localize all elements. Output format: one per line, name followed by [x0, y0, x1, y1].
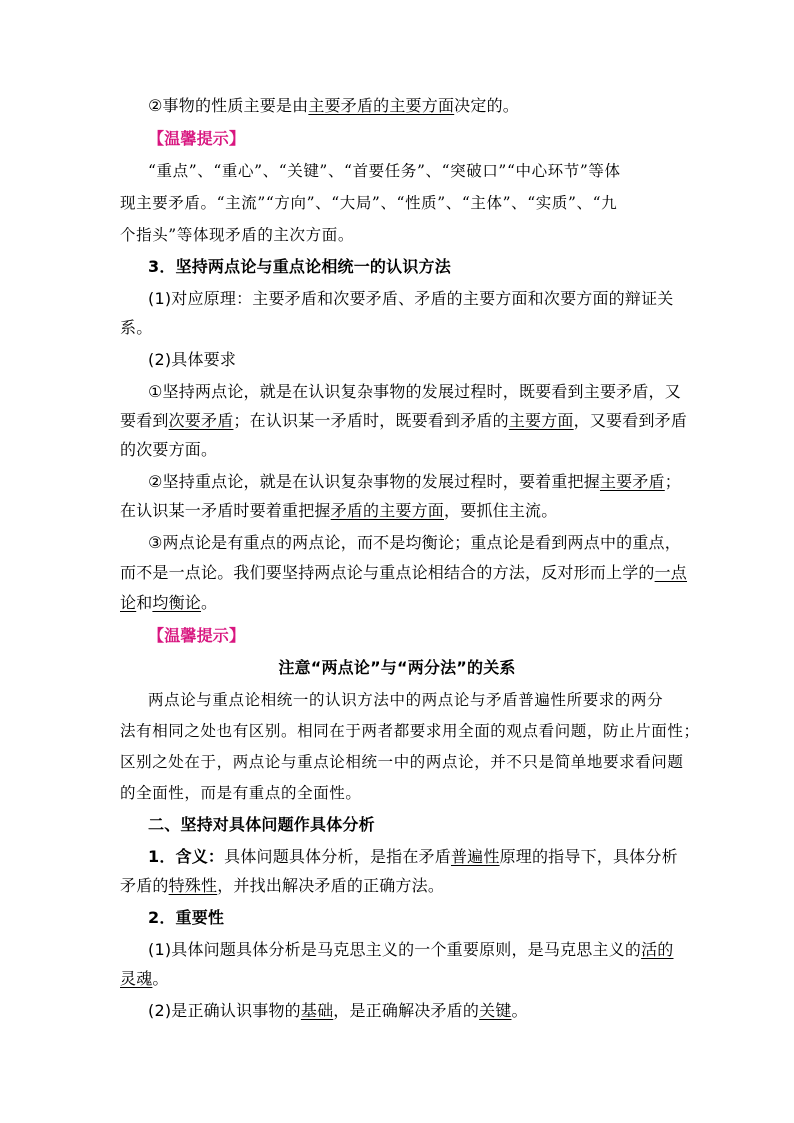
- underlined-answer: 矛盾的主要方面: [330, 501, 445, 520]
- paragraph-line: 在认识某一矛盾时要着重把握矛盾的主要方面，要抓住主流。: [120, 501, 558, 520]
- paragraph-line: 系。: [120, 318, 153, 337]
- tip-text-line: 两点论与重点论相统一的认识方法中的两点论与矛盾普遍性所要求的两分: [148, 691, 664, 709]
- underlined-answer: 论: [120, 593, 137, 612]
- underlined-answer: 均衡论: [152, 593, 202, 612]
- tip-title: 注意“两点论”与“两分法”的关系: [278, 658, 516, 677]
- underlined-answer: 主要矛盾的主要方面: [308, 96, 455, 115]
- tip-text-line: 法有相同之处也有区别。相同在于两者都要求用全面的观点看问题，防止片面性；: [120, 722, 700, 740]
- tip-label: 【温馨提示】: [148, 129, 246, 148]
- paragraph-line: 1．含义：具体问题具体分析，是指在矛盾普遍性原理的指导下，具体分析: [148, 847, 678, 866]
- tip-text-line: 的全面性，而是有重点的全面性。: [120, 784, 362, 802]
- underlined-answer: 普遍性: [450, 847, 500, 866]
- paragraph-line: (1)具体问题具体分析是马克思主义的一个重要原则，是马克思主义的活的: [148, 940, 674, 959]
- tip-text-line: 个指头”等体现矛盾的主次方面。: [120, 226, 354, 244]
- paragraph-line: 矛盾的特殊性，并找出解决矛盾的正确方法。: [120, 876, 445, 895]
- paragraph-line: (1)对应原理：主要矛盾和次要矛盾、矛盾的主要方面和次要方面的辩证关: [148, 289, 674, 308]
- underlined-answer: 主要方面: [508, 411, 574, 430]
- underlined-answer: 关键: [479, 1001, 512, 1020]
- tip-text-line: 区别之处在于，两点论与重点论相统一中的两点论，并不只是简单地要求看问题: [120, 753, 684, 771]
- paragraph-line: ②坚持重点论，就是在认识复杂事物的发展过程时，要着重把握主要矛盾；: [148, 472, 681, 491]
- underlined-answer: 一点: [654, 563, 688, 582]
- tip-label: 【温馨提示】: [148, 626, 246, 645]
- paragraph-line: 灵魂。: [120, 969, 169, 988]
- section-heading-2: 二、坚持对具体问题作具体分析: [148, 815, 375, 834]
- paragraph-line: ③两点论是有重点的两点论，而不是均衡论；重点论是看到两点中的重点，: [148, 533, 681, 552]
- paragraph-nature-of-things: ②事物的性质主要是由主要矛盾的主要方面决定的。: [148, 96, 519, 115]
- subheading-importance: 2．重要性: [148, 908, 225, 927]
- tip-text-line: 现主要矛盾。“主流”“方向”、“大局”、“性质”、“主体”、“实质”、“九: [120, 194, 618, 212]
- underlined-answer: 灵魂: [120, 969, 153, 988]
- section-heading-3: 3．坚持两点论与重点论相统一的认识方法: [148, 257, 451, 276]
- paragraph-line: 论和均衡论。: [120, 593, 218, 612]
- underlined-answer: 主要矛盾: [599, 472, 665, 491]
- paragraph-line: 的次要方面。: [120, 440, 218, 459]
- underlined-answer: 次要矛盾: [168, 411, 234, 430]
- paragraph-line: 要看到次要矛盾；在认识某一矛盾时，既要看到矛盾的主要方面，又要看到矛盾: [120, 411, 688, 430]
- tip-text-line: “重点”、“重心”、“关键”、“首要任务”、“突破口”“中心环节”等体: [148, 162, 621, 180]
- underlined-answer: 基础: [300, 1001, 334, 1020]
- underlined-answer: 特殊性: [168, 876, 218, 895]
- paragraph-line: ①坚持两点论，就是在认识复杂事物的发展过程时，既要看到主要矛盾，又: [148, 382, 681, 401]
- paragraph-line: 而不是一点论。我们要坚持两点论与重点论相结合的方法，反对形而上学的一点: [120, 563, 688, 582]
- subheading: (2)具体要求: [148, 350, 237, 369]
- paragraph-line: (2)是正确认识事物的基础，是正确解决矛盾的关键。: [148, 1001, 528, 1020]
- underlined-answer: 活的: [641, 940, 674, 959]
